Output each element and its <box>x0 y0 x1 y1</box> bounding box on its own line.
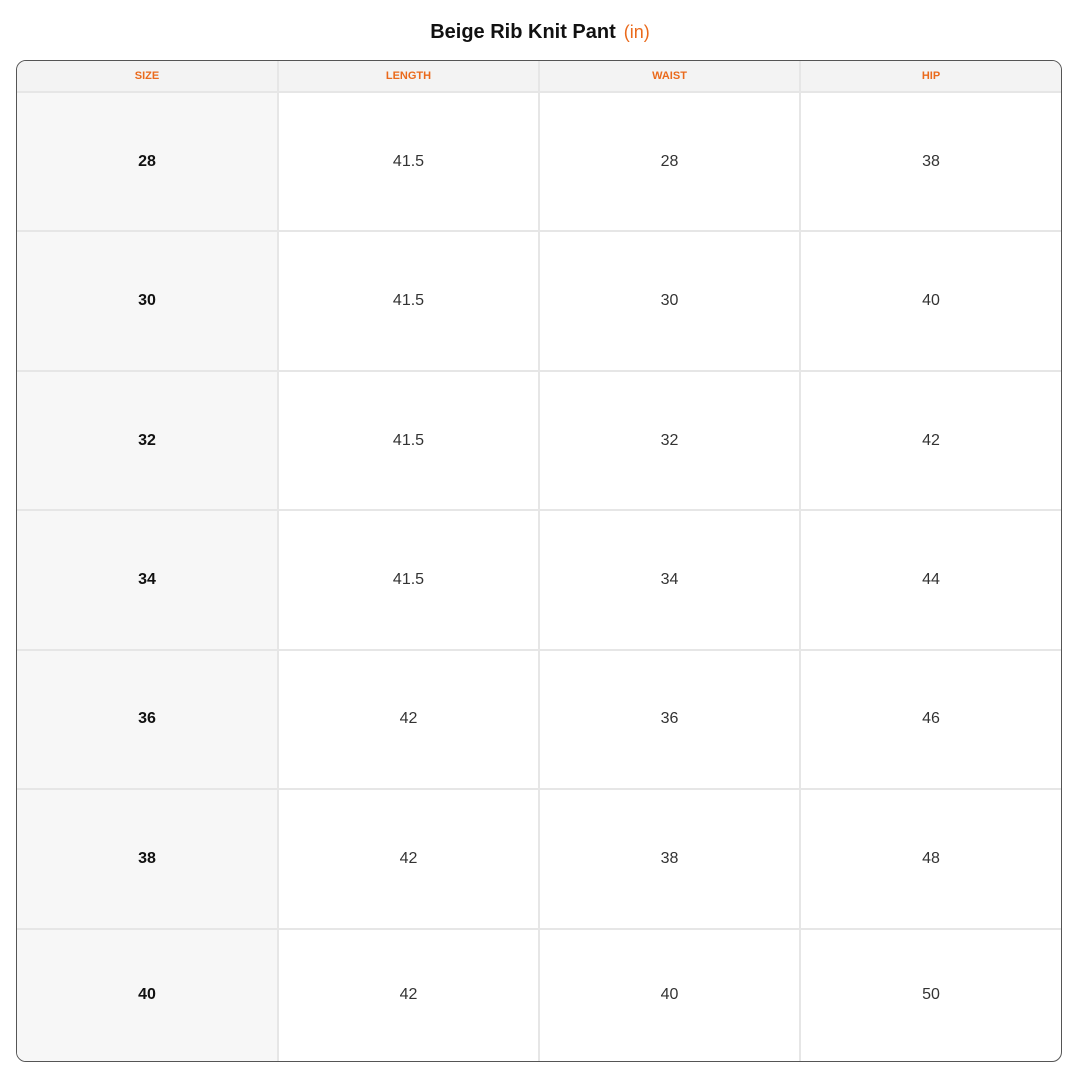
waist-value: 28 <box>539 92 800 231</box>
hip-value: 40 <box>800 231 1061 370</box>
hip-value: 38 <box>800 92 1061 231</box>
length-value: 42 <box>278 789 539 928</box>
waist-value: 34 <box>539 510 800 649</box>
header-hip: HIP <box>800 61 1061 92</box>
table-row <box>17 510 1061 649</box>
table-row <box>17 789 1061 928</box>
hip-value: 42 <box>800 371 1061 510</box>
size-chart-table-container <box>16 60 1062 1062</box>
size-value: 40 <box>17 929 278 1061</box>
length-value: 41.5 <box>278 371 539 510</box>
length-value: 42 <box>278 929 539 1061</box>
waist-value: 30 <box>539 231 800 370</box>
product-title: Beige Rib Knit Pant <box>430 20 616 43</box>
size-value: 30 <box>17 231 278 370</box>
size-value: 32 <box>17 371 278 510</box>
hip-value: 48 <box>800 789 1061 928</box>
waist-value: 38 <box>539 789 800 928</box>
size-chart-table <box>17 61 1061 1061</box>
header-size: SIZE <box>17 61 278 92</box>
hip-value: 44 <box>800 510 1061 649</box>
table-row <box>17 92 1061 231</box>
waist-value: 40 <box>539 929 800 1061</box>
size-value: 28 <box>17 92 278 231</box>
hip-value: 50 <box>922 986 940 1004</box>
length-value: 42 <box>278 650 539 789</box>
table-row <box>17 231 1061 370</box>
size-value: 36 <box>17 650 278 789</box>
size-value: 38 <box>17 789 278 928</box>
length-value: 41.5 <box>278 231 539 370</box>
length-value: 41.5 <box>278 92 539 231</box>
unit-label: (in) <box>623 21 650 42</box>
hip-value: 46 <box>800 650 1061 789</box>
table-row <box>17 650 1061 789</box>
size-value: 34 <box>17 510 278 649</box>
waist-value: 36 <box>539 650 800 789</box>
waist-value: 32 <box>539 371 800 510</box>
header-length: LENGTH <box>278 61 539 92</box>
table-row <box>17 929 1061 1061</box>
length-value: 41.5 <box>278 510 539 649</box>
table-row <box>17 371 1061 510</box>
table-header-row <box>17 61 1061 92</box>
header-waist: WAIST <box>539 61 800 92</box>
size-chart-title <box>0 14 1080 50</box>
